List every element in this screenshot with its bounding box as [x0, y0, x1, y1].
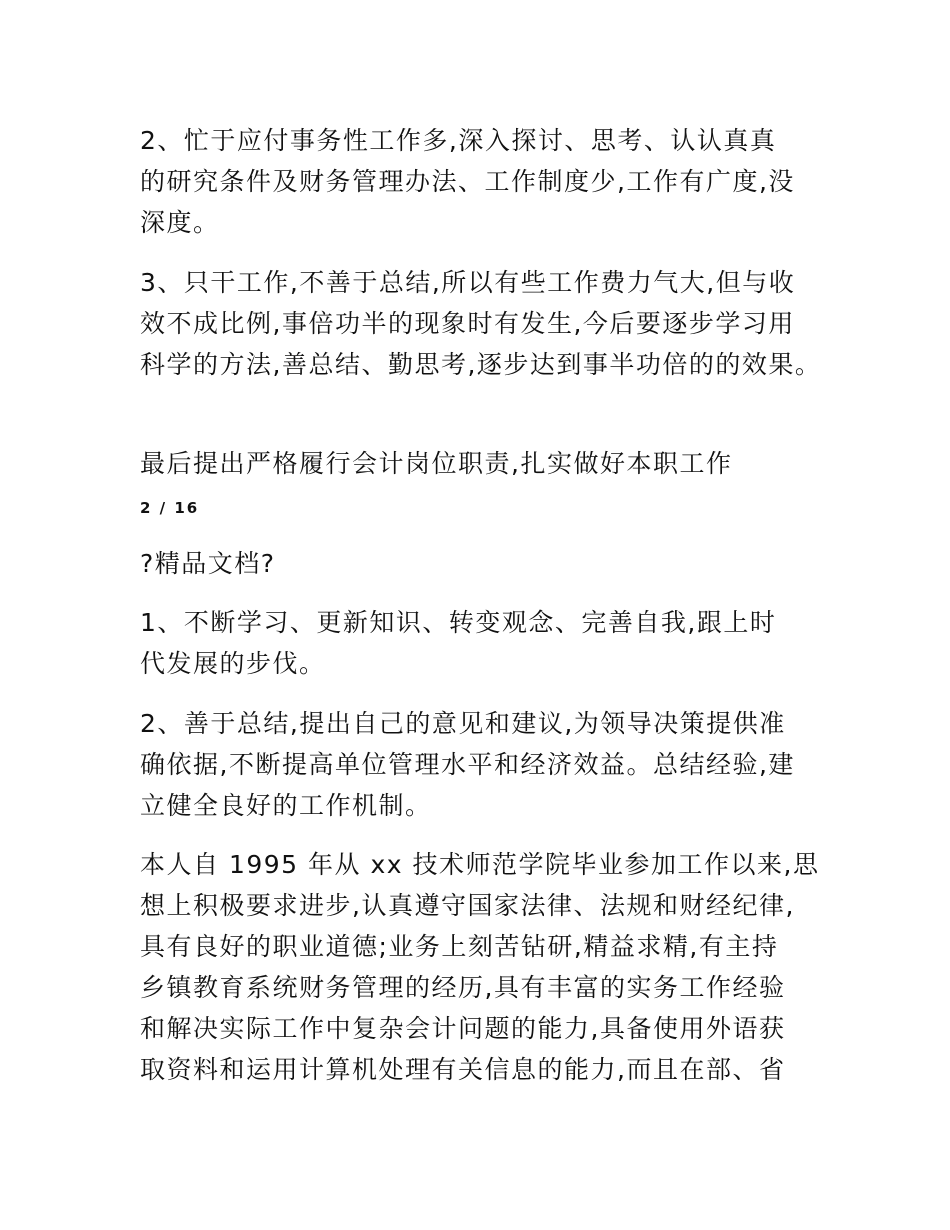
paragraph-shortcoming-2	[140, 120, 830, 243]
text-line: 取资料和运用计算机处理有关信息的能力,而且在部、省	[140, 1055, 786, 1084]
text-line: 效不成比例,事倍功半的现象时有发生,今后要逐步学习用	[140, 309, 795, 338]
text-line: 确依据,不断提高单位管理水平和经济效益。总结经验,建	[140, 750, 795, 779]
text-line: 深度。	[140, 208, 220, 237]
text-line: 乡镇教育系统财务管理的经历,具有丰富的实务工作经验	[140, 973, 786, 1002]
section-heading-text: 最后提出严格履行会计岗位职责,扎实做好本职工作	[140, 449, 733, 478]
text-line: 1、不断学习、更新知识、转变观念、完善自我,跟上时	[140, 608, 777, 637]
text-line: 具有良好的职业道德;业务上刻苦钻研,精益求精,有主持	[140, 932, 779, 961]
text-line: 3、只干工作,不善于总结,所以有些工作费力气大,但与收	[140, 268, 796, 297]
paragraph-personal-statement	[140, 844, 830, 1090]
text-line: 的研究条件及财务管理办法、工作制度少,工作有广度,没	[140, 167, 795, 196]
text-line: 本人自 1995 年从 xx 技术师范学院毕业参加工作以来,思	[140, 850, 820, 879]
text-line: 2、善于总结,提出自己的意见和建议,为领导决策提供准	[140, 709, 786, 738]
paragraph-shortcoming-3	[140, 262, 830, 385]
text-line: 科学的方法,善总结、勤思考,逐步达到事半功倍的的效果。	[140, 350, 822, 379]
page-number: 2 / 16	[140, 499, 200, 517]
text-line: 代发展的步伐。	[140, 649, 326, 678]
text-line: 2、忙于应付事务性工作多,深入探讨、思考、认认真真	[140, 126, 777, 155]
text-line: 立健全良好的工作机制。	[140, 791, 432, 820]
text-line: 和解决实际工作中复杂会计问题的能力,具备使用外语获	[140, 1014, 786, 1043]
section-heading	[140, 443, 830, 484]
paragraph-duty-1	[140, 602, 830, 684]
paragraph-duty-2	[140, 703, 830, 826]
text-line: 想上积极要求进步,认真遵守国家法律、法规和财经纪律,	[140, 891, 795, 920]
header-mark-text: ?精品文档?	[140, 549, 276, 578]
document-header-mark	[140, 543, 830, 584]
